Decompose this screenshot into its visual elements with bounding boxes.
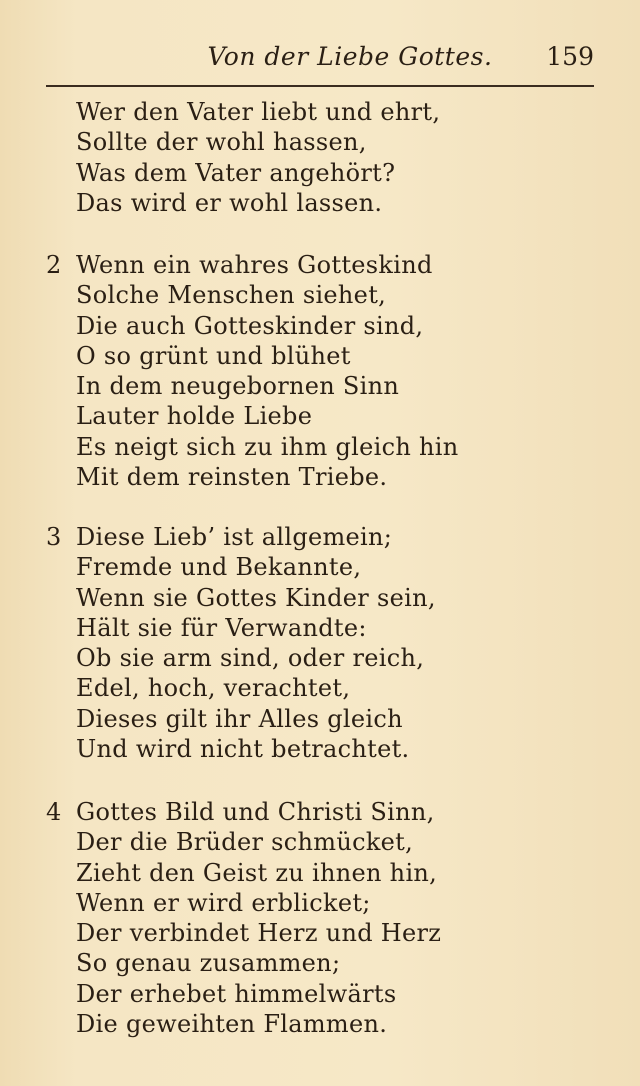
verse-line: Das wird er wohl lassen. bbox=[76, 188, 383, 217]
verse-line: Mit dem reinsten Triebe. bbox=[76, 463, 388, 492]
verse-line: Hält sie für Verwandte: bbox=[76, 613, 367, 642]
running-title: Von der Liebe Gottes. bbox=[207, 42, 493, 71]
verse-line: Die auch Gotteskinder sind, bbox=[76, 311, 424, 340]
stanza-4 bbox=[46, 797, 606, 1039]
verse-line: Lauter holde Liebe bbox=[76, 402, 313, 431]
verse-line: Wenn sie Gottes Kinder sein, bbox=[76, 583, 436, 612]
verse-line: Wer den Vater liebt und ehrt, bbox=[76, 98, 441, 126]
verse-line: O so grünt und blühet bbox=[76, 341, 351, 370]
verse-line: Sollte der wohl hassen, bbox=[76, 128, 367, 157]
header-rule bbox=[46, 85, 594, 87]
stanza-2 bbox=[46, 250, 606, 492]
verse-line: Ob sie arm sind, oder reich, bbox=[76, 644, 425, 673]
stanza-number: 2 bbox=[46, 251, 62, 279]
verse-line: Wenn ein wahres Gotteskind bbox=[76, 251, 433, 279]
verse-line: Der erhebet himmelwärts bbox=[76, 979, 397, 1008]
verse-line: Fremde und Bekannte, bbox=[76, 553, 362, 582]
verse-line: In dem neugebornen Sinn bbox=[76, 372, 400, 401]
verse-line: Es neigt sich zu ihm gleich hin bbox=[76, 432, 459, 461]
verse-line: Gottes Bild und Christi Sinn, bbox=[76, 798, 435, 826]
verse-line: Der die Brüder schmücket, bbox=[76, 828, 414, 857]
verse-line: Wenn er wird erblicket; bbox=[76, 888, 371, 917]
page-number: 159 bbox=[546, 42, 594, 71]
verse-line: Der verbindet Herz und Herz bbox=[76, 919, 442, 948]
page-header bbox=[46, 40, 594, 84]
verse-line: So genau zusammen; bbox=[76, 949, 341, 978]
verse-line: Die geweihten Flammen. bbox=[76, 1010, 388, 1039]
verse-line: Zieht den Geist zu ihnen hin, bbox=[76, 858, 438, 887]
verse-line: Edel, hoch, verachtet, bbox=[76, 674, 351, 703]
stanza-1 bbox=[46, 97, 606, 218]
verse-line: Solche Menschen siehet, bbox=[76, 281, 387, 310]
stanza-number: 4 bbox=[46, 798, 62, 826]
verse-line: Dieses gilt ihr Alles gleich bbox=[76, 704, 403, 733]
verse-line: Und wird nicht betrachtet. bbox=[76, 735, 410, 764]
verse-line: Was dem Vater angehört? bbox=[76, 158, 396, 187]
stanza-3 bbox=[46, 522, 606, 764]
verse-line: Diese Lieb’ ist allgemein; bbox=[76, 523, 393, 551]
stanza-number: 3 bbox=[46, 523, 62, 551]
